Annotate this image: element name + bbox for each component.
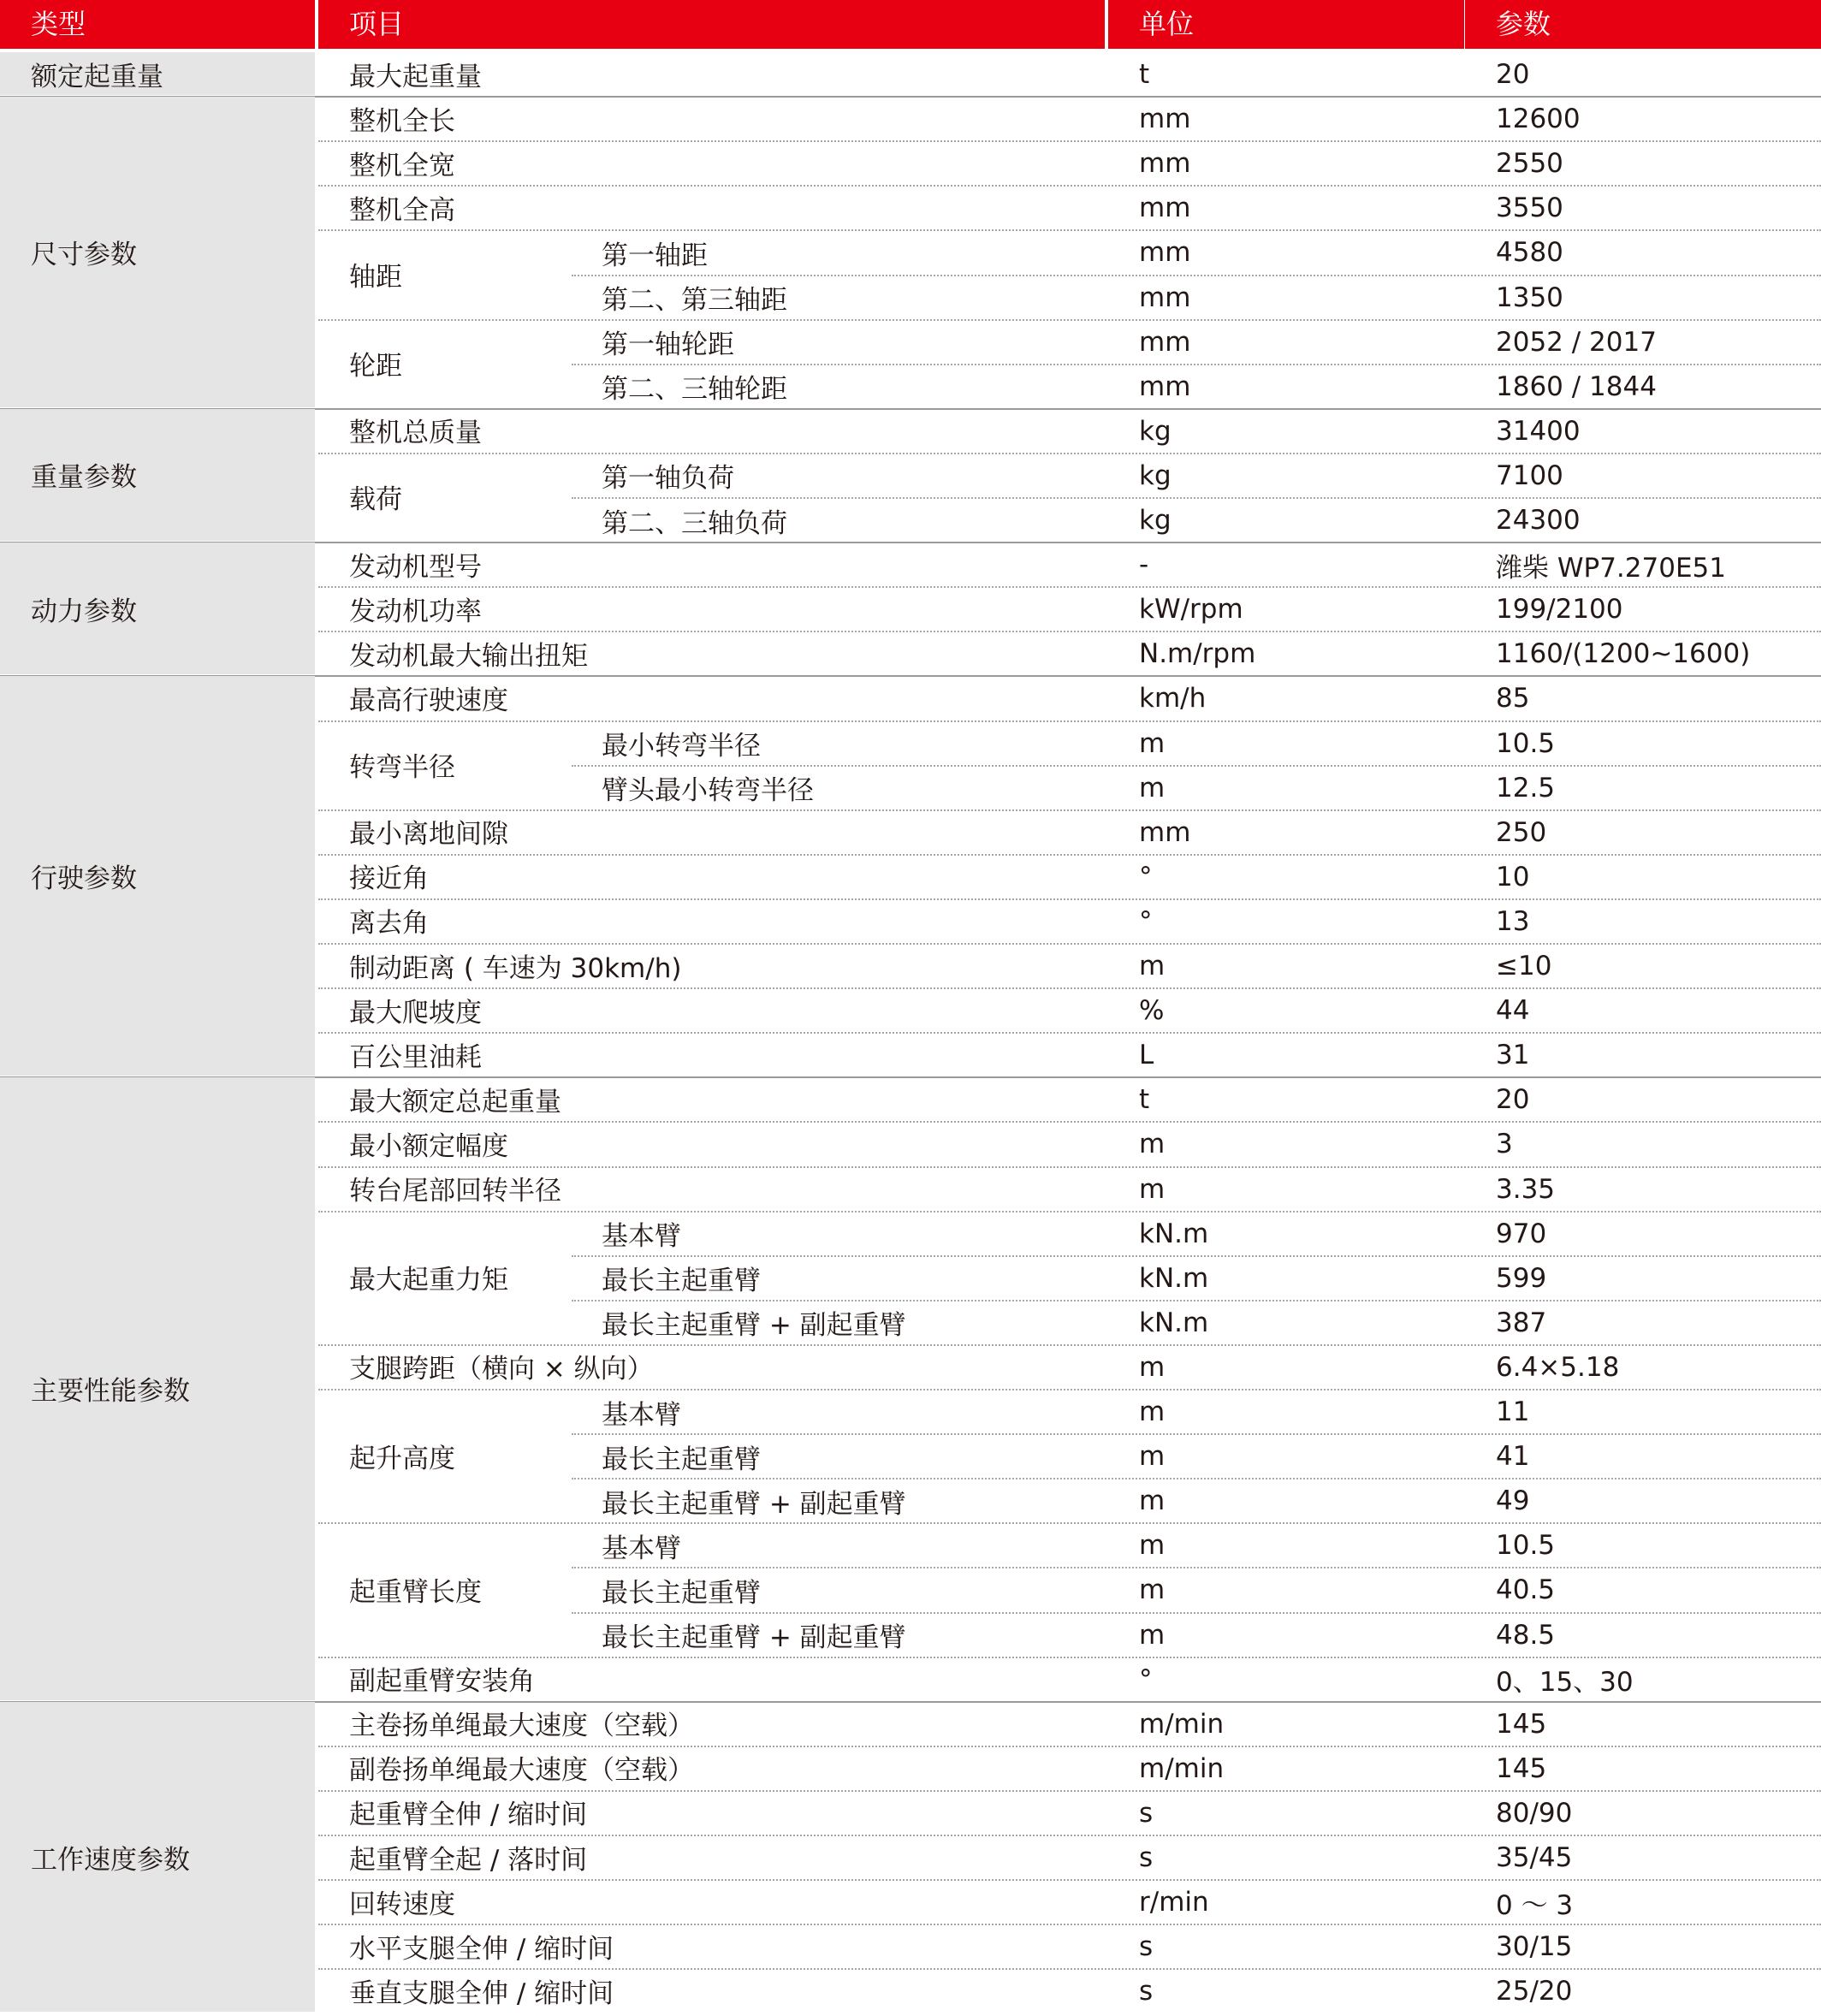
value-cell: 40.5 <box>1496 1574 1556 1606</box>
category-label: 动力参数 <box>0 543 315 674</box>
row-divider <box>318 1522 1821 1524</box>
sub-item-label: 第二、第三轴距 <box>602 285 787 317</box>
sub-item-label: 基本臂 <box>602 1399 681 1431</box>
unit-cell: m <box>1139 1173 1166 1205</box>
item-label: 最高行驶速度 <box>349 685 508 716</box>
item-label: 支腿跨距（横向 × 纵向） <box>349 1354 654 1385</box>
value-cell: 25/20 <box>1496 1976 1573 2007</box>
unit-cell: ° <box>1139 861 1153 892</box>
row-divider <box>318 229 1821 231</box>
item-label: 水平支腿全伸 / 缩时间 <box>349 1933 614 1965</box>
unit-cell: kN.m <box>1139 1262 1209 1294</box>
value-cell: 44 <box>1496 995 1530 1027</box>
unit-cell: N.m/rpm <box>1139 638 1256 670</box>
unit-cell: m/min <box>1139 1708 1225 1740</box>
value-cell: 599 <box>1496 1262 1547 1294</box>
unit-cell: s <box>1139 1931 1154 1963</box>
category-label: 重量参数 <box>0 409 315 541</box>
value-cell: 20 <box>1496 59 1530 91</box>
value-cell: 30/15 <box>1496 1931 1573 1963</box>
value-cell: 3 <box>1496 1129 1513 1160</box>
sub-item-label: 基本臂 <box>602 1221 681 1253</box>
sub-item-label: 第二、三轴轮距 <box>602 374 787 406</box>
sub-item-label: 最长主起重臂 + 副起重臂 <box>602 1622 906 1654</box>
sub-item-label: 第一轴负荷 <box>602 463 734 495</box>
row-divider <box>318 1121 1821 1123</box>
value-cell: 20 <box>1496 1084 1530 1116</box>
sub-item-label: 最长主起重臂 <box>602 1266 761 1297</box>
value-cell: 10.5 <box>1496 727 1556 759</box>
unit-cell: % <box>1139 995 1165 1027</box>
unit-cell: r/min <box>1139 1887 1209 1918</box>
unit-cell: t <box>1139 1084 1150 1116</box>
value-cell: 潍柴 WP7.270E51 <box>1496 552 1726 584</box>
value-cell: 1160/(1200~1600) <box>1496 638 1751 670</box>
unit-cell: ° <box>1139 905 1153 937</box>
item-label: 整机总质量 <box>349 418 482 449</box>
item-label: 副起重臂安装角 <box>349 1666 535 1698</box>
sub-item-label: 臂头最小转弯半径 <box>602 775 814 807</box>
unit-cell: - <box>1139 549 1149 581</box>
unit-cell: m <box>1139 1574 1166 1606</box>
unit-cell: mm <box>1139 193 1191 224</box>
value-cell: 387 <box>1496 1307 1547 1338</box>
unit-cell: mm <box>1139 237 1191 269</box>
value-cell: 11 <box>1496 1396 1530 1428</box>
sub-item-label: 第一轴轮距 <box>602 329 734 361</box>
value-cell: 12.5 <box>1496 772 1556 803</box>
value-cell: 1860 / 1844 <box>1496 371 1657 402</box>
unit-cell: m <box>1139 1530 1166 1562</box>
unit-cell: km/h <box>1139 683 1207 714</box>
unit-cell: m <box>1139 1129 1166 1160</box>
row-divider <box>318 1032 1821 1034</box>
row-divider <box>318 854 1821 856</box>
item-label: 转弯半径 <box>349 752 455 784</box>
value-cell: 48.5 <box>1496 1619 1556 1651</box>
unit-cell: kN.m <box>1139 1218 1209 1249</box>
item-label: 转台尾部回转半径 <box>349 1176 561 1207</box>
item-label: 轴距 <box>349 261 402 293</box>
unit-cell: t <box>1139 59 1150 91</box>
item-label: 最小额定幅度 <box>349 1130 508 1162</box>
item-label: 整机全宽 <box>349 150 455 181</box>
unit-cell: mm <box>1139 282 1191 313</box>
value-cell: 10.5 <box>1496 1530 1556 1562</box>
item-label: 百公里油耗 <box>349 1041 482 1073</box>
header-type: 类型 <box>0 0 315 49</box>
item-label: 轮距 <box>349 351 402 382</box>
unit-cell: s <box>1139 1797 1154 1829</box>
unit-cell: m <box>1139 1351 1166 1383</box>
item-label: 发动机最大输出扭矩 <box>349 640 588 672</box>
item-label: 最大爬坡度 <box>349 997 482 1029</box>
item-label: 接近角 <box>349 863 429 895</box>
unit-cell: m <box>1139 727 1166 759</box>
category-label: 工作速度参数 <box>0 1702 315 2013</box>
item-label: 起重臂全起 / 落时间 <box>349 1844 588 1876</box>
sub-item-label: 第一轴距 <box>602 240 708 271</box>
unit-cell: kW/rpm <box>1139 594 1243 626</box>
item-label: 最小离地间隙 <box>349 819 508 851</box>
value-cell: 80/90 <box>1496 1797 1573 1829</box>
value-cell: 4580 <box>1496 237 1563 269</box>
unit-cell: L <box>1139 1040 1154 1071</box>
value-cell: 199/2100 <box>1496 594 1623 626</box>
item-label: 最大额定总起重量 <box>349 1086 561 1118</box>
value-cell: 85 <box>1496 683 1530 714</box>
item-label: 发动机型号 <box>349 551 482 583</box>
row-divider <box>318 809 1821 811</box>
sub-item-label: 最长主起重臂 + 副起重臂 <box>602 1310 906 1342</box>
value-cell: 31 <box>1496 1040 1530 1071</box>
unit-cell: mm <box>1139 326 1191 358</box>
value-cell: 0、15、30 <box>1496 1667 1634 1699</box>
row-divider <box>318 453 1821 454</box>
row-divider <box>318 720 1821 722</box>
header-unit: 单位 <box>1108 0 1464 49</box>
unit-cell: s <box>1139 1976 1154 2007</box>
row-divider <box>318 1879 1821 1881</box>
unit-cell: mm <box>1139 816 1191 848</box>
value-cell: 6.4×5.18 <box>1496 1351 1620 1383</box>
value-cell: 35/45 <box>1496 1842 1573 1874</box>
item-label: 起重臂全伸 / 缩时间 <box>349 1800 588 1831</box>
item-label: 离去角 <box>349 908 429 940</box>
item-label: 副卷扬单绳最大速度（空载） <box>349 1755 694 1787</box>
unit-cell: kg <box>1139 505 1171 537</box>
row-divider <box>318 1211 1821 1213</box>
value-cell: 2550 <box>1496 148 1563 180</box>
value-cell: 0 ～ 3 <box>1496 1889 1574 1921</box>
row-divider <box>318 185 1821 187</box>
item-label: 回转速度 <box>349 1889 455 1920</box>
header-item: 项目 <box>318 0 1105 49</box>
value-cell: 12600 <box>1496 104 1581 135</box>
value-cell: 13 <box>1496 905 1530 937</box>
category-label: 行驶参数 <box>0 676 315 1076</box>
unit-cell: kg <box>1139 460 1171 491</box>
sub-item-label: 最长主起重臂 <box>602 1577 761 1609</box>
sub-item-label: 第二、三轴负荷 <box>602 507 787 539</box>
item-label: 起重臂长度 <box>349 1576 482 1608</box>
sub-item-label: 最长主起重臂 + 副起重臂 <box>602 1488 906 1520</box>
value-cell: 10 <box>1496 861 1530 892</box>
unit-cell: s <box>1139 1842 1154 1874</box>
unit-cell: mm <box>1139 148 1191 180</box>
sub-item-label: 最小转弯半径 <box>602 731 761 762</box>
item-label: 主卷扬单绳最大速度（空载） <box>349 1711 694 1742</box>
item-label: 整机全长 <box>349 105 455 137</box>
unit-cell: m/min <box>1139 1752 1225 1784</box>
item-label: 垂直支腿全伸 / 缩时间 <box>349 1977 614 2009</box>
item-label: 最大起重量 <box>349 61 482 92</box>
unit-cell: m <box>1139 1485 1166 1517</box>
value-cell: ≤10 <box>1496 951 1552 982</box>
value-cell: 145 <box>1496 1708 1547 1740</box>
header-value: 参数 <box>1465 0 1821 49</box>
row-divider <box>318 140 1821 142</box>
category-label: 主要性能参数 <box>0 1077 315 1699</box>
category-label: 尺寸参数 <box>0 97 315 407</box>
value-cell: 3550 <box>1496 193 1563 224</box>
unit-cell: m <box>1139 951 1166 982</box>
unit-cell: m <box>1139 772 1166 803</box>
row-divider <box>318 987 1821 989</box>
unit-cell: m <box>1139 1619 1166 1651</box>
value-cell: 970 <box>1496 1218 1547 1249</box>
item-label: 起升高度 <box>349 1443 455 1474</box>
unit-cell: ° <box>1139 1663 1153 1695</box>
item-label: 最大起重力矩 <box>349 1265 508 1296</box>
value-cell: 31400 <box>1496 415 1581 447</box>
unit-cell: m <box>1139 1441 1166 1473</box>
unit-cell: kg <box>1139 415 1171 447</box>
unit-cell: kN.m <box>1139 1307 1209 1338</box>
unit-cell: m <box>1139 1396 1166 1428</box>
item-label: 整机全高 <box>349 194 455 226</box>
value-cell: 1350 <box>1496 282 1563 313</box>
value-cell: 145 <box>1496 1752 1547 1784</box>
item-label: 制动距离 ( 车速为 30km/h) <box>349 952 682 984</box>
value-cell: 24300 <box>1496 505 1581 537</box>
value-cell: 2052 / 2017 <box>1496 326 1657 358</box>
value-cell: 250 <box>1496 816 1547 848</box>
category-label: 额定起重量 <box>0 52 315 95</box>
item-label: 载荷 <box>349 484 402 516</box>
sub-item-label: 最长主起重臂 <box>602 1444 761 1475</box>
item-label: 发动机功率 <box>349 596 482 627</box>
unit-cell: mm <box>1139 104 1191 135</box>
value-cell: 49 <box>1496 1485 1530 1517</box>
value-cell: 41 <box>1496 1441 1530 1473</box>
value-cell: 7100 <box>1496 460 1563 491</box>
row-divider <box>318 1389 1821 1390</box>
value-cell: 3.35 <box>1496 1173 1556 1205</box>
unit-cell: mm <box>1139 371 1191 402</box>
sub-item-label: 基本臂 <box>602 1533 681 1564</box>
row-divider <box>318 898 1821 900</box>
